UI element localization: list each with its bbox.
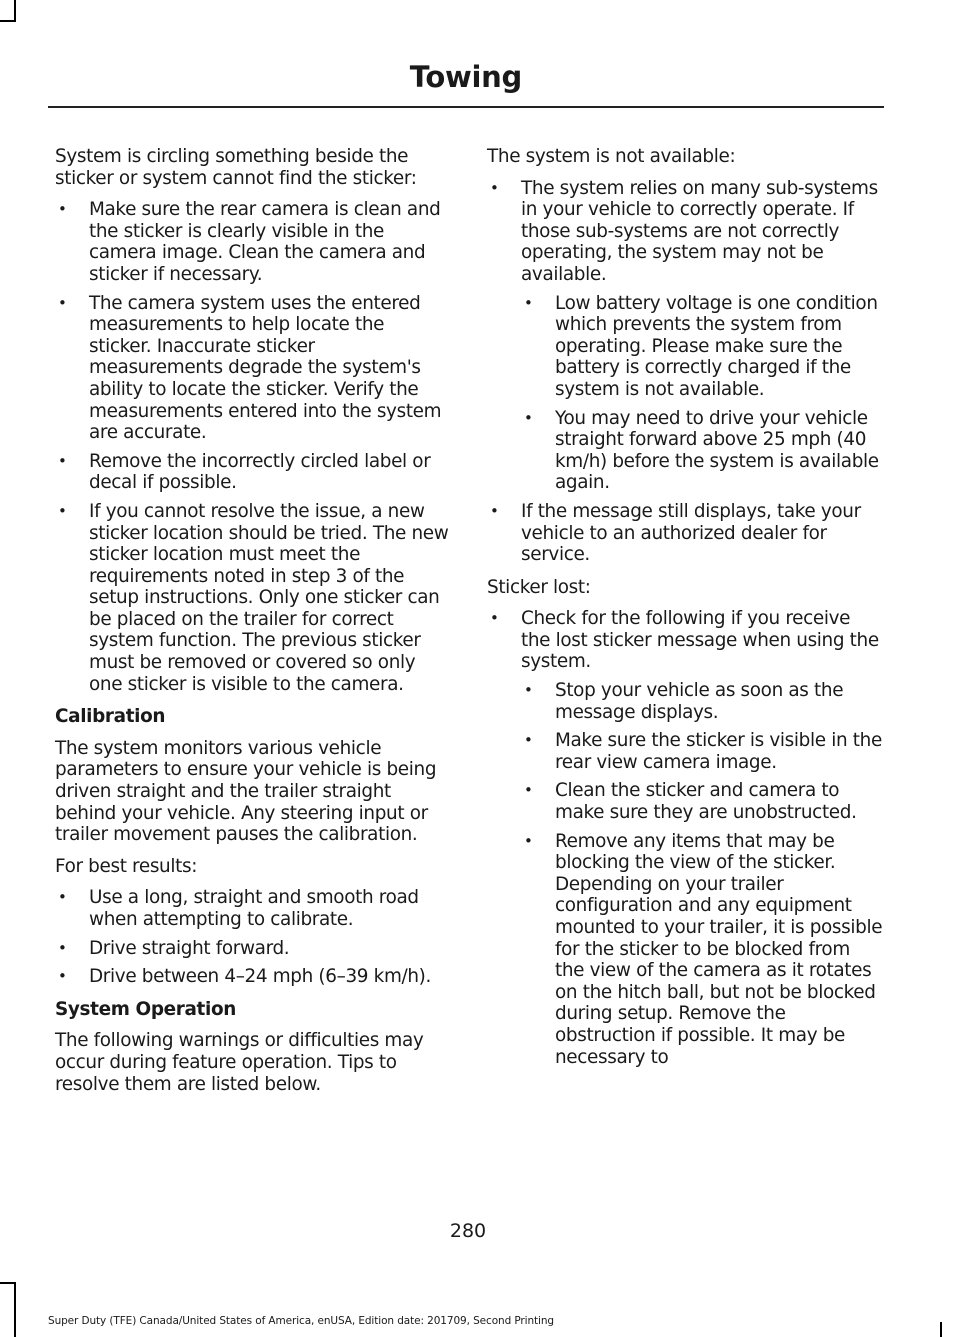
list-item: • Stop your vehicle as soon as the message displays. xyxy=(521,680,883,723)
crop-mark-bottom-left-horizontal xyxy=(0,1282,16,1284)
list-item: • Clean the sticker and camera to make sure they are unobstructed. xyxy=(521,780,883,823)
best-results-label: For best results: xyxy=(55,855,198,877)
left-column xyxy=(55,146,450,1105)
list-item: • You may need to drive your vehicle straight forward above 25 mph (40 km/h) before the system is available again. xyxy=(521,408,883,494)
right-column xyxy=(487,146,883,1079)
crop-mark-bottom-right xyxy=(940,1322,942,1337)
list-item: • Use a long, straight and smooth road when attempting to calibrate. xyxy=(55,887,450,930)
sticker-lost-sub-list xyxy=(521,680,883,1068)
sticker-lost-list xyxy=(487,608,883,1068)
sticker-lost-label: Sticker lost: xyxy=(487,576,591,598)
footer-edition-text: Super Duty (TFE) Canada/United States of America, enUSA, Edition date: 201709, Second Printing xyxy=(48,1315,554,1327)
list-item: • If the message still displays, take your vehicle to an authorized dealer for service. xyxy=(487,501,883,566)
list-item: • Make sure the rear camera is clean and the sticker is clearly visible in the camera image. Clean the camera and sticker if necessary. xyxy=(55,199,450,285)
system-operation-heading: System Operation xyxy=(55,998,236,1020)
calibration-paragraph: The system monitors various vehicle parameters to ensure your vehicle is being driven straight and the trailer straight behind your vehicle. Any steering input or trailer movement pauses the calibration. xyxy=(55,737,437,846)
list-item: • If you cannot resolve the issue, a new sticker location should be tried. The new sticker location must meet the requirements noted in step 3 of the setup instructions. Only one sticker can be placed on the trailer for correct system function. The previous sticker must be removed or covered so only one sticker is visible to the camera. xyxy=(55,501,450,695)
calibration-heading: Calibration xyxy=(55,706,166,728)
page-number: 280 xyxy=(449,1220,487,1242)
list-item: • Drive straight forward. xyxy=(55,938,450,960)
list-item xyxy=(487,178,883,494)
crop-mark-top-left xyxy=(14,0,16,22)
page-title: Towing xyxy=(409,60,522,94)
list-item: • Remove any items that may be blocking the view of the sticker. Depending on your trailer configuration and any equipment mounted to your trailer, it is possible for the sticker to be blocked from the view of the camera as it rotates on the hitch ball, but not be blocked during setup. Remove the obstruction if possible. It may be necessary to xyxy=(521,831,883,1069)
list-item: • Drive between 4–24 mph (6–39 km/h). xyxy=(55,966,450,988)
list-item: • Low battery voltage is one condition which prevents the system from operating. Please make sure the battery is correctly charged if the system is not available. xyxy=(521,293,883,401)
list-item: • Make sure the sticker is visible in the rear view camera image. xyxy=(521,730,883,773)
list-item: • Remove the incorrectly circled label or decal if possible. xyxy=(55,451,450,494)
intro-bullet-list xyxy=(55,199,450,695)
best-results-list xyxy=(55,887,450,987)
not-available-label: The system is not available: xyxy=(487,146,736,167)
list-item-text: The system relies on many sub-systems in your vehicle to correctly operate. If those sub-systems are not correctly operating, the system may not be available. xyxy=(521,177,878,285)
list-item xyxy=(487,608,883,1068)
crop-mark-top-left-horizontal xyxy=(0,20,16,22)
not-available-list xyxy=(487,178,883,566)
list-item: • The camera system uses the entered measurements to help locate the sticker. Inaccurate sticker measurements degrade the system's ability to locate the sticker. Verify the measurements entered into the system are accurate. xyxy=(55,293,450,444)
list-item-text: Check for the following if you receive the lost sticker message when using the system. xyxy=(521,608,879,673)
intro-paragraph: System is circling something beside the sticker or system cannot find the sticker: xyxy=(55,146,417,189)
header-divider xyxy=(48,106,884,108)
crop-mark-bottom-left xyxy=(14,1282,16,1337)
system-operation-paragraph: The following warnings or difficulties may occur during feature operation. Tips to resolve them are listed below. xyxy=(55,1030,424,1095)
not-available-sub-list xyxy=(521,293,883,494)
